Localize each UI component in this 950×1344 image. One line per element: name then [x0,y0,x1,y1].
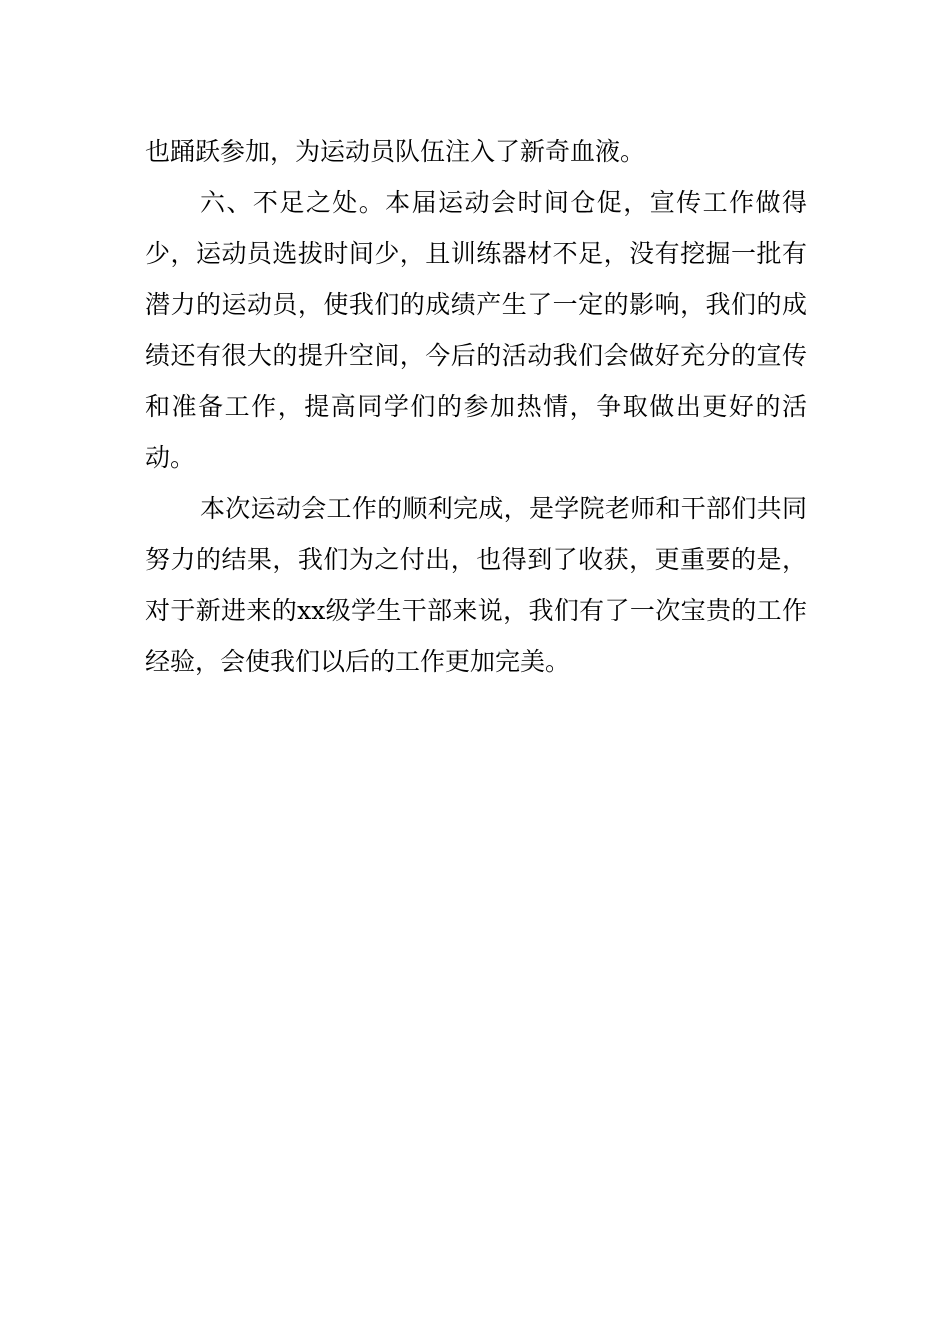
paragraph-shortcomings: 六、不足之处。本届运动会时间仓促，宣传工作做得少，运动员选拔时间少，且训练器材不足，没有挖掘一批有潜力的运动员，使我们的成绩产生了一定的影响，我们的成绩还有很大的提升空间，今后的活动我们会做好充分的宣传和准备工作，提高同学们的参加热情，争取做出更好的活动。 [145,188,807,472]
paragraph-conclusion: 本次运动会工作的顺利完成，是学院老师和干部们共同努力的结果，我们为之付出，也得到了收获，更重要的是，对于新进来的xx级学生干部来说，我们有了一次宝贵的工作经验，会使我们以后的工作更加完美。 [145,494,807,676]
paragraph-continuation: 也踊跃参加，为运动员队伍注入了新奇血液。 [145,137,646,166]
document-body [145,126,807,687]
